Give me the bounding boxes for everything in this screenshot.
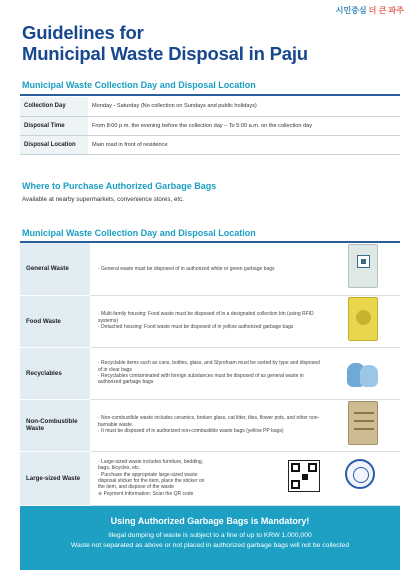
table-row bbox=[20, 347, 400, 399]
waste-category: General Waste bbox=[20, 243, 90, 295]
description-line: · Purchase the appropriate large-sized waste disposal sticker for the item, place the sticker on the item, and dispose of the waste bbox=[98, 471, 205, 491]
table-row bbox=[20, 399, 400, 451]
waste-types-table bbox=[20, 243, 400, 506]
waste-category: Large-sized Waste bbox=[20, 451, 90, 505]
section-heading-collection: Municipal Waste Collection Day and Disposal Location bbox=[22, 80, 256, 90]
table-row bbox=[20, 135, 400, 154]
section-divider bbox=[20, 94, 400, 96]
row-value: From 8:00 p.m. the evening before the collection day – To 5:00 a.m. on the collection day bbox=[88, 116, 400, 135]
non-combustible-bag-icon bbox=[348, 401, 378, 445]
description-line: · Non-combustible waste includes ceramics, broken glass, cat litter, tiles, flower pots, and other non-burnable waste. bbox=[98, 415, 320, 428]
general-waste-bag-icon bbox=[348, 244, 378, 288]
title-line-1: Guidelines for bbox=[22, 22, 144, 43]
row-label: Collection Day bbox=[20, 97, 88, 116]
description-line: · Large-sized waste includes furniture, bedding, bags, bicycles, etc. bbox=[98, 458, 204, 472]
table-row bbox=[20, 295, 400, 347]
description-line: · Detached housing: Food waste must be disposed of in yellow authorized garbage bags bbox=[98, 324, 294, 331]
waste-image-cell bbox=[325, 295, 400, 347]
description-line: · General waste must be disposed of in authorized white or green garbage bags bbox=[98, 265, 275, 272]
row-label: Disposal Location bbox=[20, 135, 88, 154]
page-title bbox=[22, 22, 402, 64]
section-heading-waste-types: Municipal Waste Collection Day and Disposal Location bbox=[22, 228, 256, 238]
waste-description bbox=[90, 399, 325, 451]
table-row bbox=[20, 97, 400, 116]
mandatory-notice-banner bbox=[20, 506, 400, 570]
table-row bbox=[20, 116, 400, 135]
brand-text-1: 시민중심 bbox=[335, 6, 367, 15]
brand-logo bbox=[336, 5, 404, 16]
banner-line-2: Waste not separated as above or not placed in authorized garbage bags will not be collected bbox=[70, 542, 350, 549]
description-line: · It must be disposed of in authorized non-combustible waste bags (yellow PP bags) bbox=[98, 428, 284, 435]
collection-info-table bbox=[20, 97, 400, 155]
purchase-info-text: Available at nearby supermarkets, convenience stores, etc. bbox=[22, 196, 184, 203]
description-line: · Recyclable items such as cans, bottles, glass, and Styrofoam must be sorted by type and disposed of in clear bags bbox=[98, 360, 320, 373]
section-heading-purchase: Where to Purchase Authorized Garbage Bags bbox=[22, 181, 217, 191]
description-line: · Recyclables contaminated with foreign substances must be disposed of as general waste in authorized garbage bags bbox=[98, 373, 304, 386]
waste-category: Food Waste bbox=[20, 295, 90, 347]
waste-category: Recyclables bbox=[20, 347, 90, 399]
row-label: Disposal Time bbox=[20, 116, 88, 135]
waste-description bbox=[90, 347, 325, 399]
row-value: Monday - Saturday (No collection on Sundays and public holidays) bbox=[88, 97, 400, 116]
large-waste-sticker-icon bbox=[345, 459, 375, 489]
brand-text-2: 더 큰 파주 bbox=[368, 6, 404, 15]
waste-category: Non-Combustible Waste bbox=[20, 399, 90, 451]
waste-image-cell bbox=[325, 347, 400, 399]
title-line-2: Municipal Waste Disposal in Paju bbox=[22, 43, 308, 64]
qr-code-icon[interactable] bbox=[288, 460, 320, 492]
waste-description bbox=[90, 295, 325, 347]
food-waste-bag-icon bbox=[348, 297, 378, 341]
payment-info: ※ Payment Information: Scan the QR code bbox=[98, 490, 194, 497]
waste-description bbox=[90, 243, 325, 295]
banner-title: Using Authorized Garbage Bags is Mandatory! bbox=[110, 516, 310, 526]
description-line: · Multi-family housing: Food waste must be disposed of in a designated collection bin (using RFID systems) bbox=[98, 311, 314, 324]
waste-image-cell bbox=[325, 399, 400, 451]
recyclable-bags-icon bbox=[345, 351, 381, 391]
table-row bbox=[20, 243, 400, 295]
row-value: Main road in front of residence bbox=[88, 135, 400, 154]
banner-line-1: Illegal dumping of waste is subject to a fine of up to KRW 1,000,000 bbox=[108, 532, 312, 539]
table-row bbox=[20, 451, 400, 505]
waste-image-cell bbox=[325, 243, 400, 295]
